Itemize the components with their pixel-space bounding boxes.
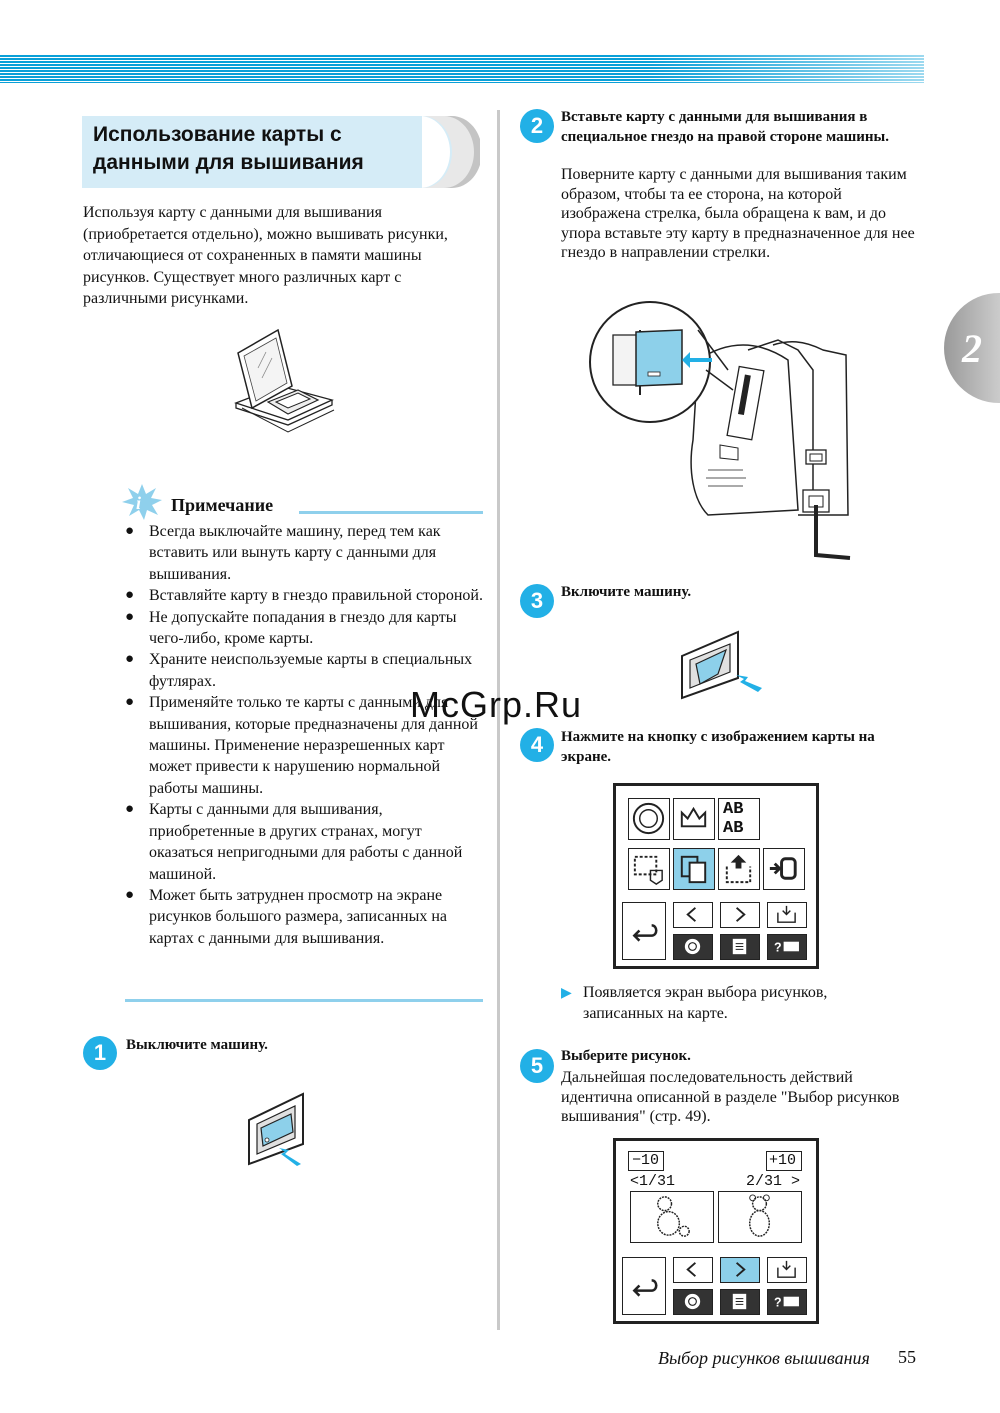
- step-1-badge: 1: [83, 1036, 117, 1070]
- note-item: ● Всегда выключайте машину, перед тем как вставить или вынуть карту с данными для вышивания.: [125, 521, 490, 585]
- memory-button[interactable]: [718, 848, 760, 890]
- pattern-bear-standing[interactable]: [718, 1191, 802, 1243]
- document-icon: [721, 1290, 758, 1313]
- return-arrow-icon: [623, 903, 664, 958]
- card-read-button[interactable]: [767, 1257, 807, 1283]
- chapter-number: 2: [962, 326, 982, 371]
- watermark: McGrp.Ru: [410, 684, 583, 725]
- step-5-body: Дальнейшая последовательность действий идентична описанной в разделе "Выбор рисунков вышивания" (стр. 49).: [561, 1069, 900, 1125]
- pattern-crest-button[interactable]: [628, 798, 670, 840]
- power-switch-on-illustration: [676, 630, 766, 702]
- frame-icon: [629, 849, 668, 888]
- step-4-badge: 4: [520, 728, 554, 762]
- intro-paragraph: Используя карту с данными для вышивания (приобретается отдельно), можно вышивать рисунки, отличающиеся от сохраненных в памяти машины рисунков. Существует много различных карт с различными рисунками.: [83, 204, 448, 307]
- note-item: ● Карты с данными для вышивания, приобретенные в других странах, могут оказаться непригодными для работы с данной машиной.: [125, 799, 490, 885]
- pattern-bear-sitting[interactable]: [630, 1191, 714, 1243]
- left-page-indicator: <1/31: [630, 1173, 676, 1190]
- embroidery-icon: [674, 935, 711, 958]
- back-button[interactable]: [622, 1257, 666, 1315]
- settings-page-button[interactable]: [720, 1289, 760, 1315]
- step-3-title: Включите машину.: [561, 584, 692, 600]
- step-5-title: Выберите рисунок.: [561, 1048, 691, 1064]
- ab-top-label: AB: [723, 800, 744, 819]
- plus-10-label: +10: [769, 1152, 797, 1169]
- chevron-left-icon: [674, 903, 711, 926]
- help-machine-icon: [768, 935, 805, 958]
- prev-page-button[interactable]: [673, 902, 713, 928]
- note-list: [125, 521, 490, 949]
- result-arrow-icon: ▶: [561, 986, 572, 1001]
- step-4-title: Нажмите на кнопку с изображением карты на экране.: [561, 729, 875, 765]
- pattern-letters-button[interactable]: [718, 798, 760, 840]
- step-1-title: Выключите машину.: [126, 1037, 268, 1053]
- note-item: ● Может быть затруднен просмотр на экране рисунков большого размера, записанных на картах с данными для вышивания.: [125, 885, 490, 949]
- pattern-crown-button[interactable]: [673, 798, 715, 840]
- step-2-title: Вставьте карту с данными для вышивания в специальное гнездо на правой стороне машины.: [561, 109, 889, 145]
- embroidery-button[interactable]: [673, 1289, 713, 1315]
- card-button[interactable]: [673, 848, 715, 890]
- note-item: ● Применяйте только те карты с данными для вышивания, которые предназначены для данной машины. Применение неразрешенных карт может привести к нарушению нормальной работы машины.: [125, 692, 490, 799]
- title-cap-graphic: [420, 116, 480, 188]
- svg-text:?: ?: [774, 1295, 782, 1310]
- note-rule-top: [299, 511, 483, 514]
- bear-standing-icon: [719, 1192, 800, 1241]
- plus-10-button[interactable]: [766, 1151, 802, 1171]
- pattern-frame-button[interactable]: [628, 848, 670, 890]
- return-arrow-icon: [623, 1258, 664, 1313]
- usb-button[interactable]: [763, 848, 805, 890]
- help-button[interactable]: [767, 1289, 807, 1315]
- chevron-right-icon: [721, 1258, 758, 1281]
- back-button[interactable]: [622, 902, 666, 960]
- lcd-screen-pattern-types: [613, 783, 819, 969]
- ab-bottom-label: AB: [723, 819, 744, 838]
- step-5-badge: 5: [520, 1049, 554, 1083]
- right-page-indicator: 2/31 >: [746, 1173, 801, 1190]
- step-2-body: Поверните карту с данными для вышивания таким образом, чтобы та ее сторона, на которой изображена стрелка, была обращена к вам, и до упора вставьте эту карту в предназначенное для нее гнездо в направлении стрелки.: [561, 166, 915, 261]
- bear-sitting-icon: [631, 1192, 712, 1241]
- import-icon: [764, 849, 803, 888]
- note-rule-bottom: [125, 999, 483, 1002]
- note-item: ● Не допускайте попадания в гнездо для карты чего-либо, кроме карты.: [125, 607, 490, 650]
- note-item: ● Вставляйте карту в гнездо правильной стороной.: [125, 585, 490, 606]
- step-2-badge: 2: [520, 109, 554, 143]
- card-read-icon: [768, 1258, 805, 1281]
- chevron-right-icon: [721, 903, 758, 926]
- power-switch-off-illustration: [245, 1092, 311, 1172]
- help-machine-icon: [768, 1290, 805, 1313]
- card-read-icon: [768, 903, 805, 926]
- embroidery-icon: [674, 1290, 711, 1313]
- crown-icon: [674, 799, 713, 838]
- step-3-badge: 3: [520, 584, 554, 618]
- note-heading: Примечание: [171, 495, 274, 515]
- settings-page-button[interactable]: [720, 934, 760, 960]
- footer-title: Выбор рисунков вышивания: [658, 1348, 870, 1368]
- card-insertion-illustration: [588, 300, 858, 565]
- result-text: Появляется экран выбора рисунков, записанных на карте.: [583, 984, 828, 1022]
- chevron-left-icon: [674, 1258, 711, 1281]
- minus-10-button[interactable]: [628, 1151, 664, 1171]
- next-page-button[interactable]: [720, 1257, 760, 1283]
- help-button[interactable]: [767, 934, 807, 960]
- embroidery-button[interactable]: [673, 934, 713, 960]
- lcd-screen-card-patterns: [613, 1138, 819, 1324]
- note-item: ● Храните неиспользуемые карты в специальных футлярах.: [125, 649, 490, 692]
- card-case-illustration: [228, 328, 338, 443]
- note-burst-icon: [122, 484, 162, 520]
- prev-page-button[interactable]: [673, 1257, 713, 1283]
- card-icon: [674, 849, 713, 888]
- upload-icon: [719, 849, 758, 888]
- next-page-button[interactable]: [720, 902, 760, 928]
- svg-text:i: i: [136, 493, 142, 513]
- minus-10-label: −10: [632, 1152, 660, 1169]
- crest-icon: [629, 799, 668, 838]
- svg-text:?: ?: [774, 940, 782, 955]
- page-number: 55: [898, 1347, 916, 1367]
- document-icon: [721, 935, 758, 958]
- card-read-button[interactable]: [767, 902, 807, 928]
- section-title: Использование карты с данными для вышивания: [93, 123, 364, 174]
- header-band: [0, 55, 924, 83]
